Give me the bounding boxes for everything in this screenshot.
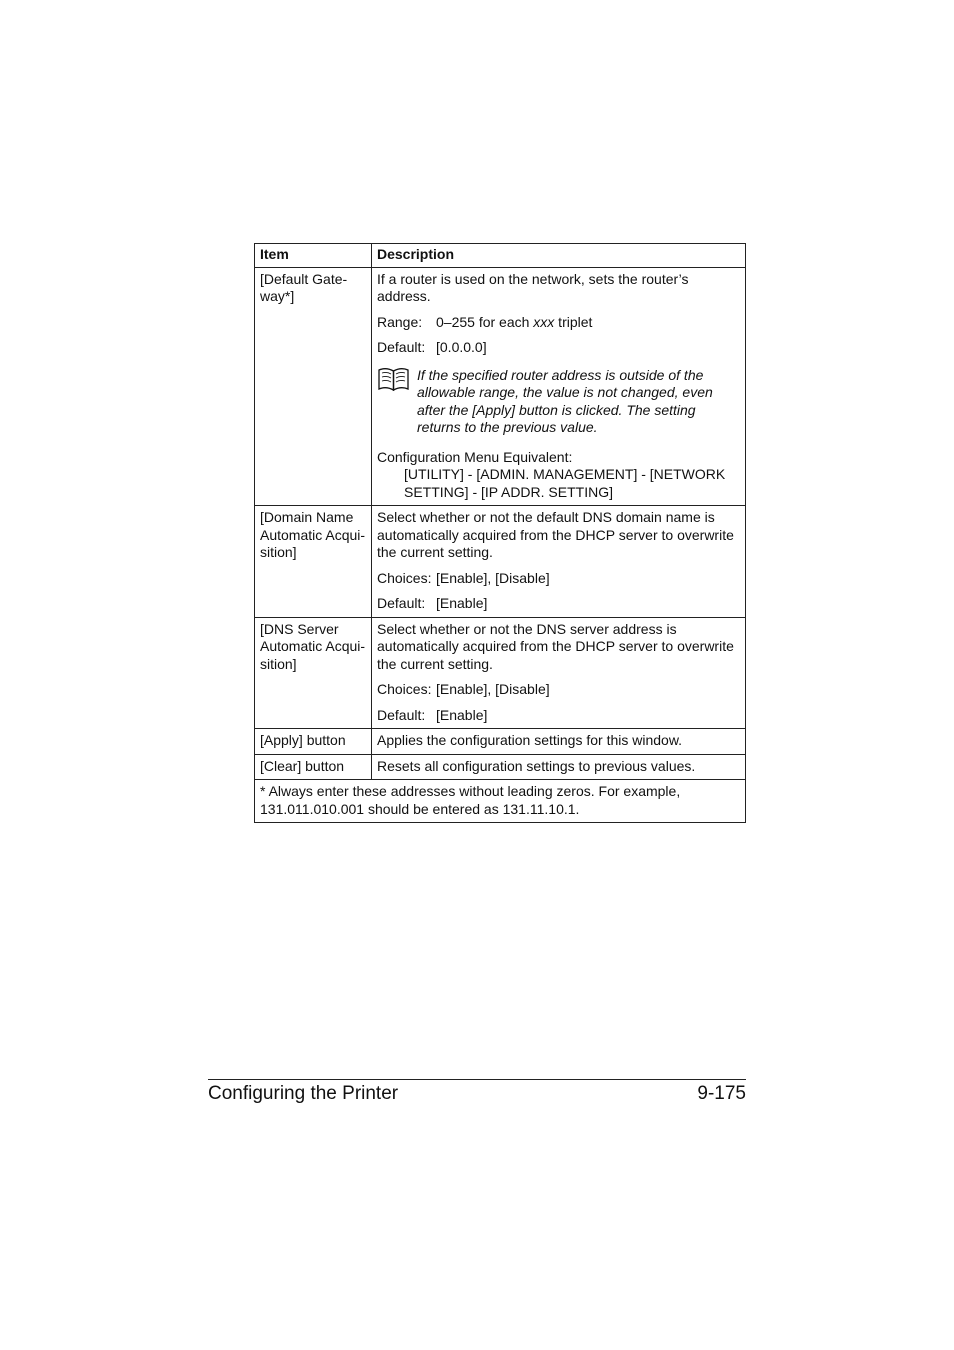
- choices-label: Choices:: [377, 681, 432, 697]
- default-value: [Enable]: [436, 706, 488, 723]
- description-apply-button: Applies the configuration settings for this window.: [372, 729, 746, 755]
- config-equivalent: [377, 449, 740, 502]
- item-apply-button: [Apply] button: [255, 729, 372, 755]
- table-row: [255, 267, 746, 506]
- footer-divider: [208, 1079, 746, 1080]
- description-dns-server: [372, 617, 746, 729]
- default-label: Default:: [377, 706, 426, 723]
- range-value-emphasis: xxx: [533, 313, 555, 330]
- item-clear-button: [Clear] button: [255, 754, 372, 780]
- gateway-default: [377, 339, 740, 357]
- table-row: [255, 754, 746, 780]
- footer-section-title: Configuring the Printer: [208, 1083, 399, 1104]
- settings-table: [254, 243, 746, 823]
- header-item: Item: [255, 244, 372, 268]
- description-clear-button: Resets all configuration settings to previous values.: [372, 754, 746, 780]
- description-default-gateway: [372, 267, 746, 506]
- item-domain-name: [Domain Name Automatic Acqui-sition]: [255, 506, 372, 618]
- choices-value: [Enable], [Disable]: [436, 681, 550, 697]
- config-label: Configuration Menu Equivalent:: [377, 448, 573, 465]
- domain-desc: Select whether or not the default DNS domain name is automatically acquired from the DHCP server to overwrite the current setting.: [377, 509, 734, 560]
- dns-default: [377, 707, 740, 725]
- range-value: 0–255 for each xxx triplet: [436, 313, 593, 330]
- table-header-row: [255, 244, 746, 268]
- footnote-row: [255, 780, 746, 823]
- table-row: [255, 617, 746, 729]
- domain-default: [377, 595, 740, 613]
- dns-choices: [377, 681, 740, 699]
- note-box: [377, 367, 740, 437]
- book-note-icon: [377, 367, 417, 437]
- dns-desc: Select whether or not the DNS server address is automatically acquired from the DHCP server to overwrite the current setting.: [377, 620, 734, 672]
- config-path: [UTILITY] - [ADMIN. MANAGEMENT] - [NETWORK SETTING] - [IP ADDR. SETTING]: [404, 466, 726, 500]
- choices-label: Choices:: [377, 569, 432, 586]
- default-value: [Enable]: [436, 595, 488, 611]
- footer-page-number: 9-175: [697, 1083, 746, 1104]
- table-row: [255, 506, 746, 618]
- domain-choices: [377, 570, 740, 588]
- choices-value: [Enable], [Disable]: [436, 569, 550, 586]
- range-label: Range:: [377, 313, 423, 330]
- default-label: Default:: [377, 339, 426, 355]
- item-dns-server: [DNS Server Automatic Acqui-sition]: [255, 617, 372, 729]
- table-row: [255, 729, 746, 755]
- footnote: * Always enter these addresses without leading zeros. For example, 131.011.010.001 should be entered as 131.11.10.1.: [255, 780, 746, 823]
- item-default-gateway: [Default Gate-way*]: [255, 267, 372, 506]
- default-label: Default:: [377, 595, 426, 611]
- default-value: [0.0.0.0]: [436, 339, 487, 355]
- header-description: Description: [372, 244, 746, 268]
- description-domain-name: [372, 506, 746, 618]
- gateway-desc: If a router is used on the network, sets the router’s address.: [377, 270, 689, 304]
- gateway-range: [377, 314, 740, 332]
- note-text: If the specified router address is outside of the allowable range, the value is not changed, even after the [Apply] button is clicked. The setting returns to the previous value.: [417, 366, 713, 435]
